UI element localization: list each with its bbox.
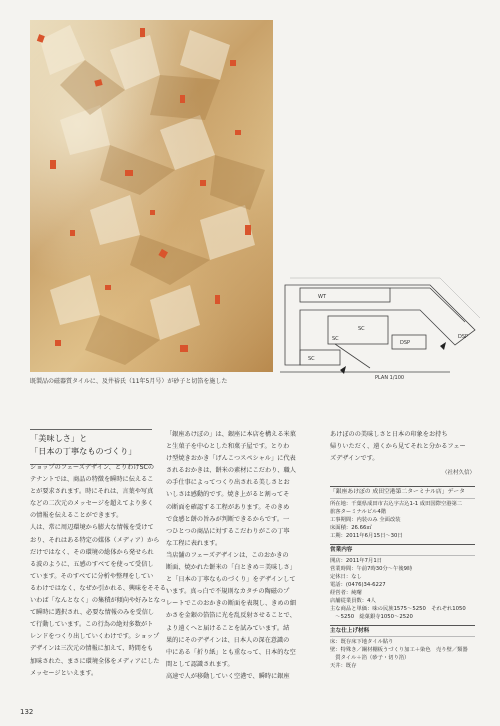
body-line: ています。そのすべてに分析や整理をしてい <box>30 572 154 580</box>
body-line: おり、それはある特定の媒体（メディア）から <box>30 536 160 544</box>
body-line: つひとつの商品に対するこだわりがこの丁寧 <box>166 527 290 535</box>
info-line: 〜5250 総菓銀寺1050〜2520 <box>330 614 413 620</box>
info-line: 定休日：なし <box>330 574 362 580</box>
author-credit: （社村久信） <box>441 470 475 477</box>
plan-scale-label: PLAN 1/100 <box>375 375 405 380</box>
body-line: 加味された、まさに環境全体をメディアにした <box>30 657 160 665</box>
info-line: 旅客ターミナルビル4階 <box>330 509 387 515</box>
body-column-2 <box>166 429 318 683</box>
body-line: で食感と餅の旨みが判断できるからです。一 <box>166 515 290 523</box>
body-line: 「銀座あけぼの」は、銀座に本店を構える米菓 <box>166 431 296 438</box>
body-line: 中にある「折り紙」とも重なって、日本的な空 <box>166 648 296 656</box>
plan-label-dsp-2: DSP <box>400 340 411 346</box>
body-line: とが要求されます。時にそれは、言葉や写真 <box>30 488 154 496</box>
body-line: あけぼのの美味しさと日本の印象をお持ち <box>330 431 448 438</box>
body-line: テナントでは、商品の特徴を瞬時に伝えるこ <box>30 476 154 484</box>
body-line: の情報を伝えることができます。 <box>30 512 123 520</box>
body-line: されるおかきは、餅米の素材にこだわり、職人 <box>166 467 296 475</box>
plan-label-sc-3: SC <box>308 356 315 362</box>
body-line: の手仕事によってつくり出される美しさとお <box>166 479 290 487</box>
info-line: 工期：2011年6月15日〜30日 <box>330 533 403 539</box>
body-line: デザインは三次元の情報に加えて、時間をも <box>30 645 154 653</box>
body-line: 当店舗のフェーズデザインは、このおかきの <box>166 551 289 559</box>
body-line: て行動しています。この行為の絶対多数がト <box>30 621 154 629</box>
plan-label-sc: SC <box>358 326 365 332</box>
body-line: 高速で人が移動していく空港で、瞬時に銀座 <box>166 672 290 680</box>
info-line: 営業時間：午前7時30分〜午後9時 <box>330 566 413 572</box>
body-line: る波のように、五感のすべてを使って受信し <box>30 560 154 568</box>
body-column-3 <box>330 429 475 479</box>
info-line: 店舗従業員数：4人 <box>330 598 376 604</box>
info-line: 電話：(0476)34-6227 <box>330 582 386 588</box>
info-line: 天井：既存 <box>330 663 357 669</box>
info-line: 質タイル＋箔（砂子・切り箔） <box>330 655 410 661</box>
basic-info <box>330 499 475 540</box>
plan-label-dsp: DSP <box>458 334 469 340</box>
body-line: レートでこのおかきの断面を表現し、きめの細 <box>166 600 296 608</box>
finish-info <box>330 637 475 670</box>
body-line: レンドをつくり出していくわけです。ショップ <box>30 633 160 641</box>
body-line: の断面を確認する工程があります。そのきめ <box>166 503 290 511</box>
heading-line: 「日本の丁寧なものづくり」 <box>30 446 137 456</box>
body-line: メッセージといえます。 <box>30 669 98 677</box>
body-line: ショップのフェーズデザイン、とりわけSCの <box>30 464 155 471</box>
info-line: 所在地：千葉県成田市古込字古込1-1 成田国際空港第二 <box>330 501 463 507</box>
body-line: いわば「なんとなく」の集積が傾向や好みとなっ <box>30 597 167 605</box>
photo-caption: 既製品の磁器質タイルに、及井裕氏（11年5月号）が砂子と切箔を施した <box>30 378 228 385</box>
info-line: 主な商品と単価：味の民族1575〜5250 それぞれ1050 <box>330 606 466 612</box>
body-line: います。真っ白で不規則なカタチの陶磁のプ <box>166 588 290 596</box>
body-line: と「日本の丁寧なものづくり」をデザインして <box>166 576 296 584</box>
data-box-title: 「銀座あけぼの 成田空港第二ターミナル店」データ <box>330 486 475 499</box>
section-heading <box>30 429 152 465</box>
body-line: 人は、常に周辺環境から膨大な情報を受けて <box>30 524 154 532</box>
body-line: け型焼きおかき「げんこつスペシャル」に代表 <box>166 455 296 463</box>
plan-label-sc-2: SC <box>332 336 339 342</box>
body-line: 断面、焼かれた餅米の「白ときめ＝美味しさ」 <box>166 564 296 572</box>
body-column-1 <box>30 462 173 680</box>
body-line: かさを金銀の箔箔に光を乱反射させることで、 <box>166 612 296 620</box>
info-line: 壁：特殊き／鋼材棚板うづくり加工＋染色 売り壁／類器 <box>330 647 468 653</box>
body-line: ズデザインです。 <box>330 455 379 463</box>
body-line: 帰りいただく、遠くから見てそれと分かるフェー <box>330 443 466 451</box>
floor-plan-diagram <box>280 250 480 380</box>
body-line: て瞬時に選択され、必要な情報のみを受信し <box>30 609 155 617</box>
heading-line: 「美味しさ」と <box>30 433 88 443</box>
body-line: いしさは感動的です。焼き上がると割ってそ <box>166 491 290 499</box>
body-line: 間として認識されます。 <box>166 660 234 668</box>
body-line: な工程に表れます。 <box>166 539 222 547</box>
sales-info <box>330 556 475 621</box>
body-line: 果的にそのデザインは、日本人の深在意識の <box>166 636 290 644</box>
body-line: と生菓子を中心とした和菓子屋です。とりわ <box>166 443 290 451</box>
body-line: などの二次元のメッセージを超えてより多く <box>30 500 154 508</box>
body-line: より遠くへと届けることを試みています。結 <box>166 624 290 632</box>
info-line: 経営者：純曙 <box>330 590 362 596</box>
info-line: 工事期間：内装のみ 全面改装 <box>330 517 401 523</box>
page-number: 132 <box>20 708 34 716</box>
finish-section-title: 主な仕上げ材料 <box>330 625 475 637</box>
tile-pattern-graphic <box>30 20 273 372</box>
plan-label-wt: WT <box>318 294 326 300</box>
store-data-box <box>330 486 475 670</box>
sales-section-title: 営業内容 <box>330 544 475 556</box>
body-line: るわけではなく、なぜか引かれる、興味をそそる、 <box>30 584 173 592</box>
info-line: 床：既存床下地タイル貼り <box>330 639 394 645</box>
info-line: 開店：2011年7月1日 <box>330 558 383 564</box>
info-line: 床面積：26.66㎡ <box>330 525 372 531</box>
body-line: だけではなく、その環境の総体から発せられ <box>30 548 154 556</box>
tile-wall-photo <box>30 20 273 372</box>
